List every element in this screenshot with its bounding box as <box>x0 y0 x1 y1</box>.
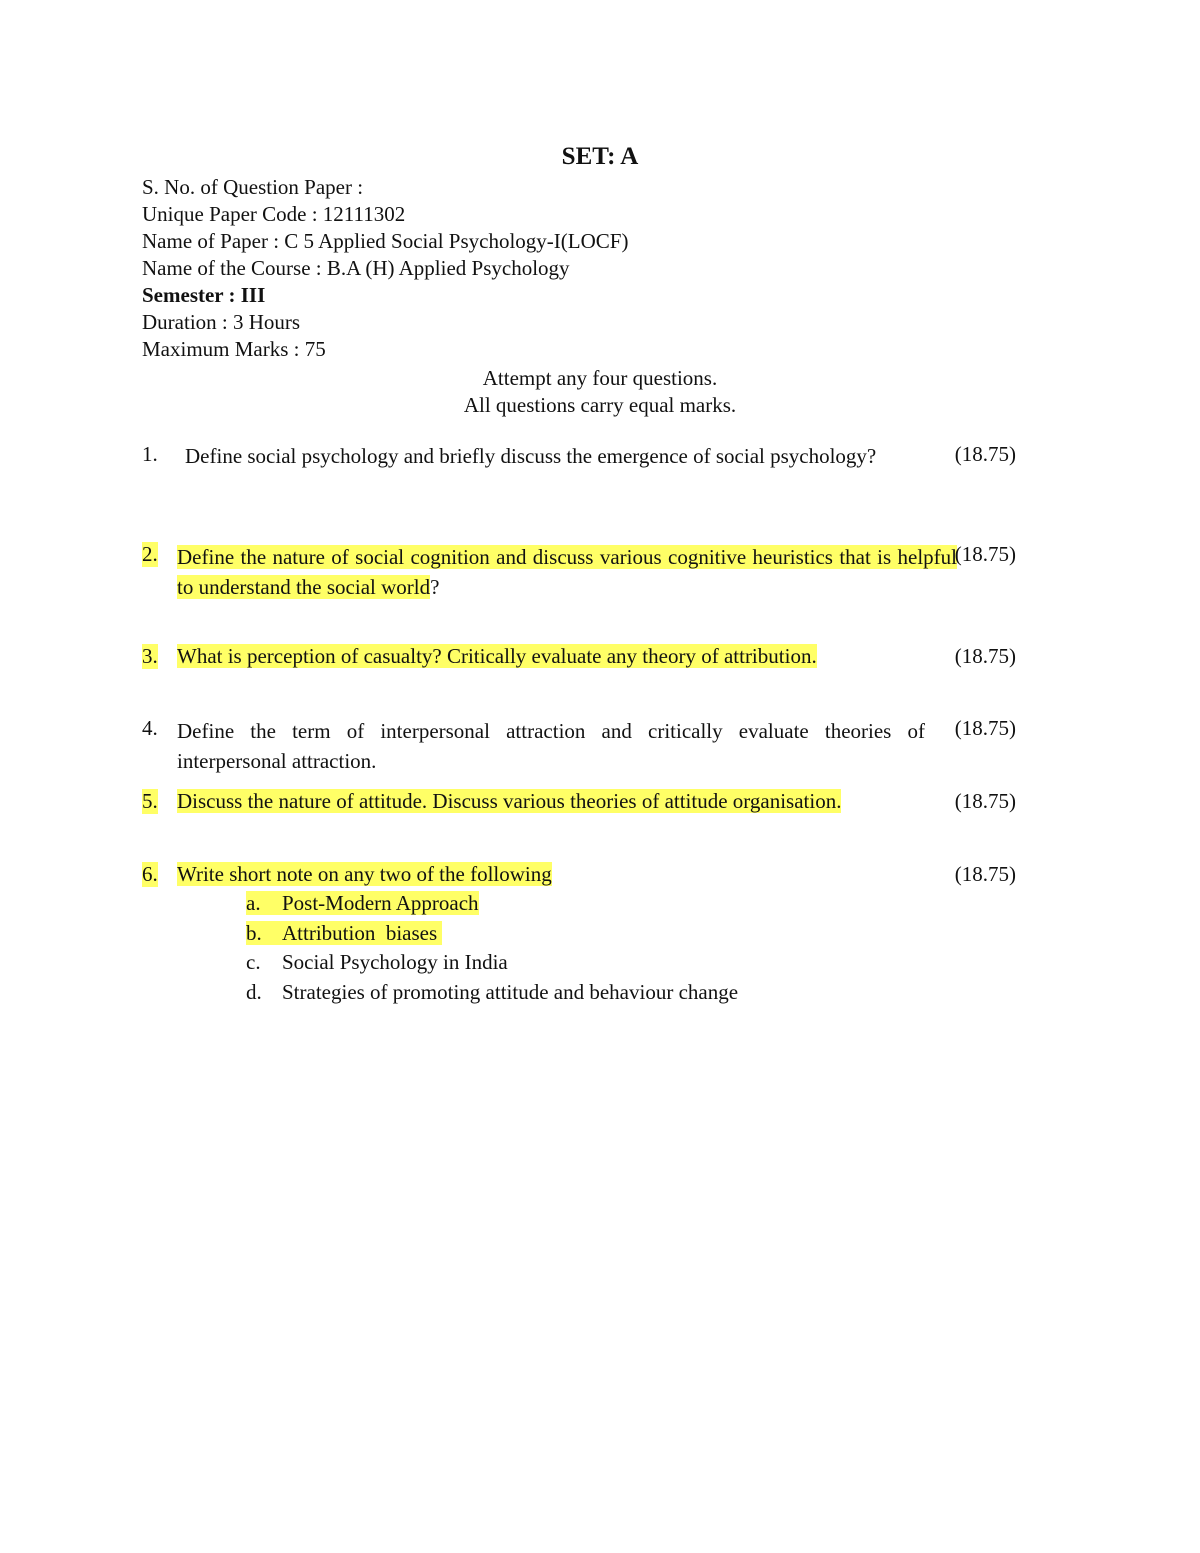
question-marks: (18.75) <box>954 542 1016 566</box>
question-3 <box>142 644 1016 674</box>
question-number: 5. <box>142 789 158 813</box>
question-marks: (18.75) <box>954 644 1016 668</box>
question-5 <box>142 789 1016 819</box>
paper-code: Unique Paper Code : 12111302 <box>142 202 406 226</box>
option-b-highlight <box>246 921 442 945</box>
question-text: Define social psychology and briefly discuss the emergence of social psychology? <box>185 444 877 468</box>
option-letter: a. <box>246 891 261 915</box>
question-marks: (18.75) <box>954 716 1016 740</box>
option-text: Social Psychology in India <box>282 950 508 974</box>
question-text: Define the nature of social cognition and discuss various cognitive heuristics that is helpful to understand the social world <box>177 545 957 599</box>
question-number: 2. <box>142 542 158 566</box>
question-number: 3. <box>142 644 158 668</box>
question-number: 6. <box>142 862 158 886</box>
option-b <box>246 919 738 949</box>
question-text: Discuss the nature of attitude. Discuss various theories of attitude organisation. <box>177 789 842 813</box>
question-1 <box>142 442 1016 502</box>
instruction-line: All questions carry equal marks. <box>463 393 737 417</box>
option-text: Attribution biases <box>282 920 438 945</box>
question-4 <box>142 716 1016 776</box>
question-text-end: ? <box>430 575 440 599</box>
question-text-wrap <box>177 862 552 887</box>
question-text-wrap <box>177 789 841 814</box>
semester: Semester : III <box>142 283 266 307</box>
option-a <box>246 889 738 919</box>
set-title: SET: A <box>561 143 639 170</box>
question-2 <box>142 542 1016 602</box>
paper-details <box>142 174 628 363</box>
question-text: What is perception of casualty? Critically evaluate any theory of attribution. <box>177 644 817 668</box>
course-name: Name of the Course : B.A (H) Applied Psychology <box>142 256 570 280</box>
question-text: Write short note on any two of the following <box>177 862 552 886</box>
question-marks: (18.75) <box>954 442 1016 466</box>
maximum-marks: Maximum Marks : 75 <box>142 337 326 361</box>
instructions <box>0 365 1200 419</box>
option-text: Strategies of promoting attitude and behaviour change <box>282 979 739 1004</box>
question-marks: (18.75) <box>954 789 1016 813</box>
option-letter: b. <box>246 920 262 945</box>
question-text: Define the term of interpersonal attraction and critically evaluate theories of interpersonal attraction. <box>177 719 925 773</box>
option-c <box>246 948 738 978</box>
question-marks: (18.75) <box>954 862 1016 886</box>
question-number: 1. <box>142 442 158 466</box>
option-letter: d. <box>246 979 262 1004</box>
serial-number: S. No. of Question Paper : <box>142 175 364 199</box>
option-letter: c. <box>246 950 261 974</box>
question-6 <box>142 862 1016 892</box>
instruction-line: Attempt any four questions. <box>482 366 718 390</box>
option-text: Post-Modern Approach <box>282 891 479 915</box>
question-number: 4. <box>142 716 158 740</box>
paper-name: Name of Paper : C 5 Applied Social Psychology-I(LOCF) <box>142 229 629 253</box>
question-text-wrap <box>177 542 957 602</box>
question-text-wrap <box>177 644 817 669</box>
question-6-options <box>246 889 738 1007</box>
duration: Duration : 3 Hours <box>142 310 301 334</box>
option-d <box>246 978 738 1008</box>
option-a-highlight <box>246 891 479 915</box>
